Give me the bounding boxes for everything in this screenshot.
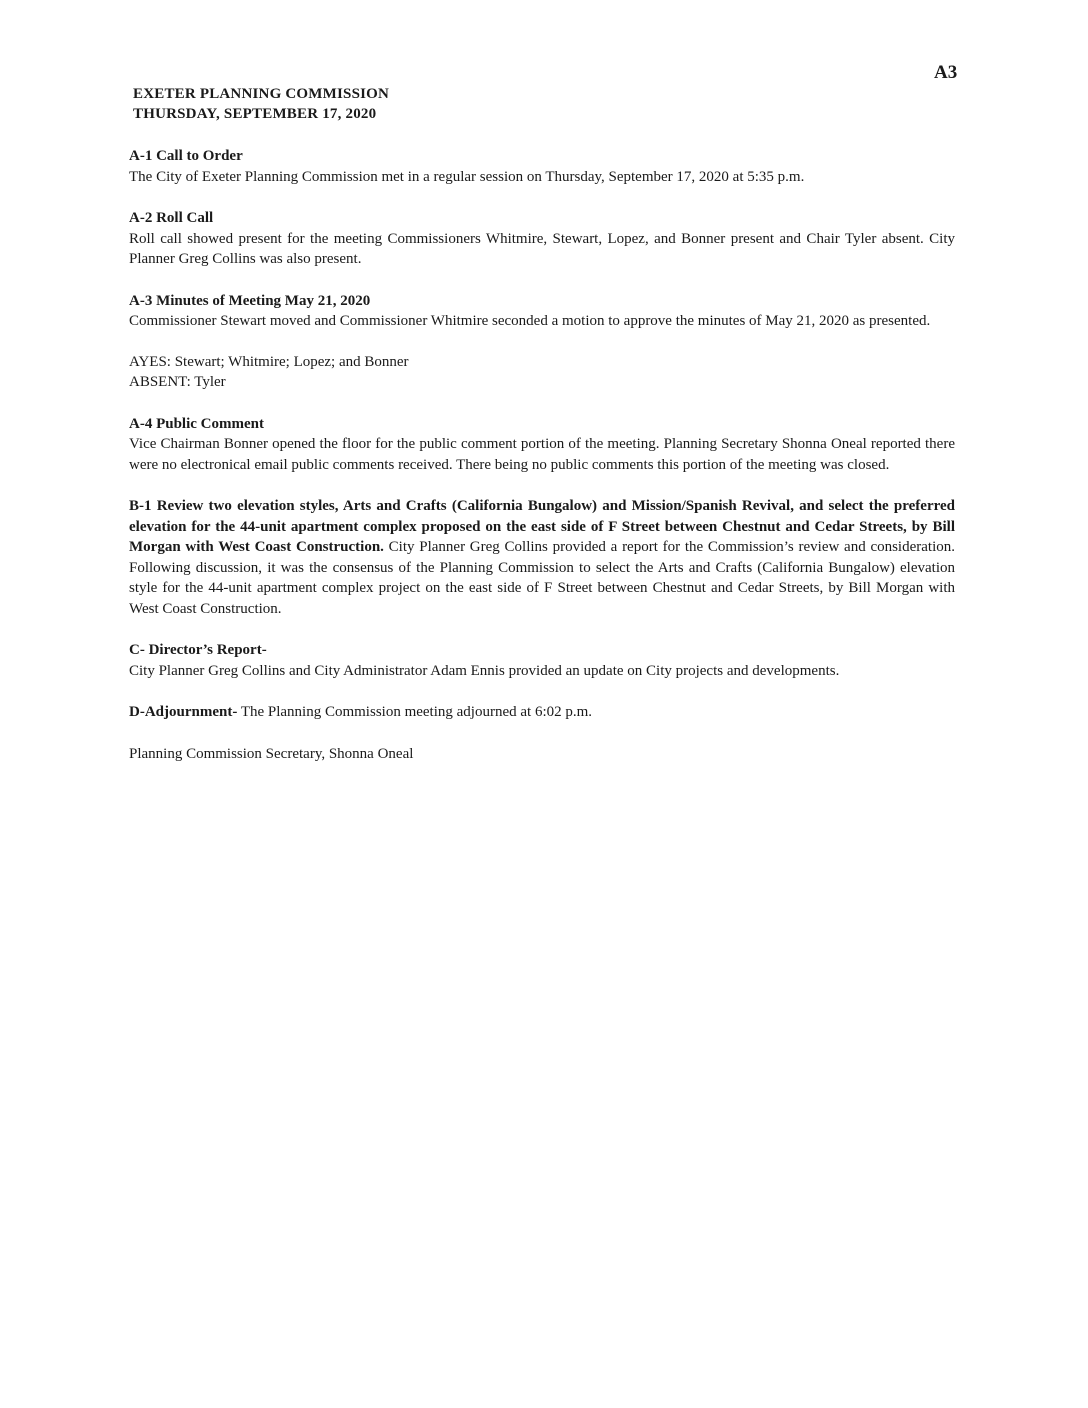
section-minutes-approval: [129, 291, 955, 332]
section-text: Roll call showed present for the meeting Commissioners Whitmire, Stewart, Lopez, and Bonner present and Chair Tyler absent. City Planner Greg Collins was also present.: [129, 230, 955, 267]
section-text: The City of Exeter Planning Commission met in a regular session on Thursday, September 17, 2020 at 5:35 p.m.: [129, 168, 805, 185]
minutes-body: [129, 146, 955, 764]
section-roll-call: [129, 208, 955, 270]
section-heading: A-2 Roll Call: [129, 210, 214, 226]
section-heading: A-3 Minutes of Meeting May 21, 2020: [129, 292, 371, 309]
section-heading: A-1 Call to Order: [129, 148, 243, 164]
vote-ayes: AYES: Stewart; Whitmire; Lopez; and Bonner: [129, 353, 409, 370]
header-date: THURSDAY, SEPTEMBER 17, 2020: [133, 106, 377, 122]
section-text: City Planner Greg Collins and City Administrator Adam Ennis provided an update on City projects and developments.: [129, 662, 840, 679]
section-text: Commissioner Stewart moved and Commissioner Whitmire seconded a motion to approve the minutes of May 21, 2020 as presented.: [129, 313, 931, 329]
vote-absent: ABSENT: Tyler: [129, 374, 226, 390]
section-adjournment: [129, 702, 955, 723]
section-heading: C- Director’s Report-: [129, 642, 267, 658]
section-directors-report: [129, 640, 955, 681]
section-call-to-order: [129, 146, 955, 187]
header-title: EXETER PLANNING COMMISSION: [133, 86, 390, 102]
signature-line: Planning Commission Secretary, Shonna Oneal: [129, 745, 414, 762]
section-text: City Planner Greg Collins provided a report for the Commission’s review and consideration. Following discussion, it was the consensus of the Planning Commission to select the Arts and Crafts (California Bungalow) elevation style for the 44-unit apartment complex project on the east side of F Street between Chestnut and Cedar Streets, by Bill Morgan with West Coast Construction.: [129, 539, 955, 617]
section-elevation-review: [129, 496, 955, 619]
section-heading: D-Adjournment-: [129, 704, 238, 720]
document-header: [133, 84, 389, 124]
section-heading: B-1 Review two elevation styles, Arts and Crafts (California Bungalow) and Mission/Spanish Revival, and select the preferred elevation for the 44-unit apartment complex proposed on the east side of F Street between Chestnut and Cedar Streets, by Bill Morgan with West Coast Construction.: [129, 498, 955, 555]
section-heading: A-4 Public Comment: [129, 415, 264, 432]
page-number: A3: [934, 62, 958, 83]
section-text: The Planning Commission meeting adjourned at 6:02 p.m.: [240, 704, 593, 720]
section-text: Vice Chairman Bonner opened the floor for the public comment portion of the meeting. Planning Secretary Shonna Oneal reported there were no electronical email public comments received. There being no public comments this portion of the meeting was closed.: [129, 436, 955, 473]
section-public-comment: [129, 414, 955, 476]
vote-record: [129, 352, 955, 393]
